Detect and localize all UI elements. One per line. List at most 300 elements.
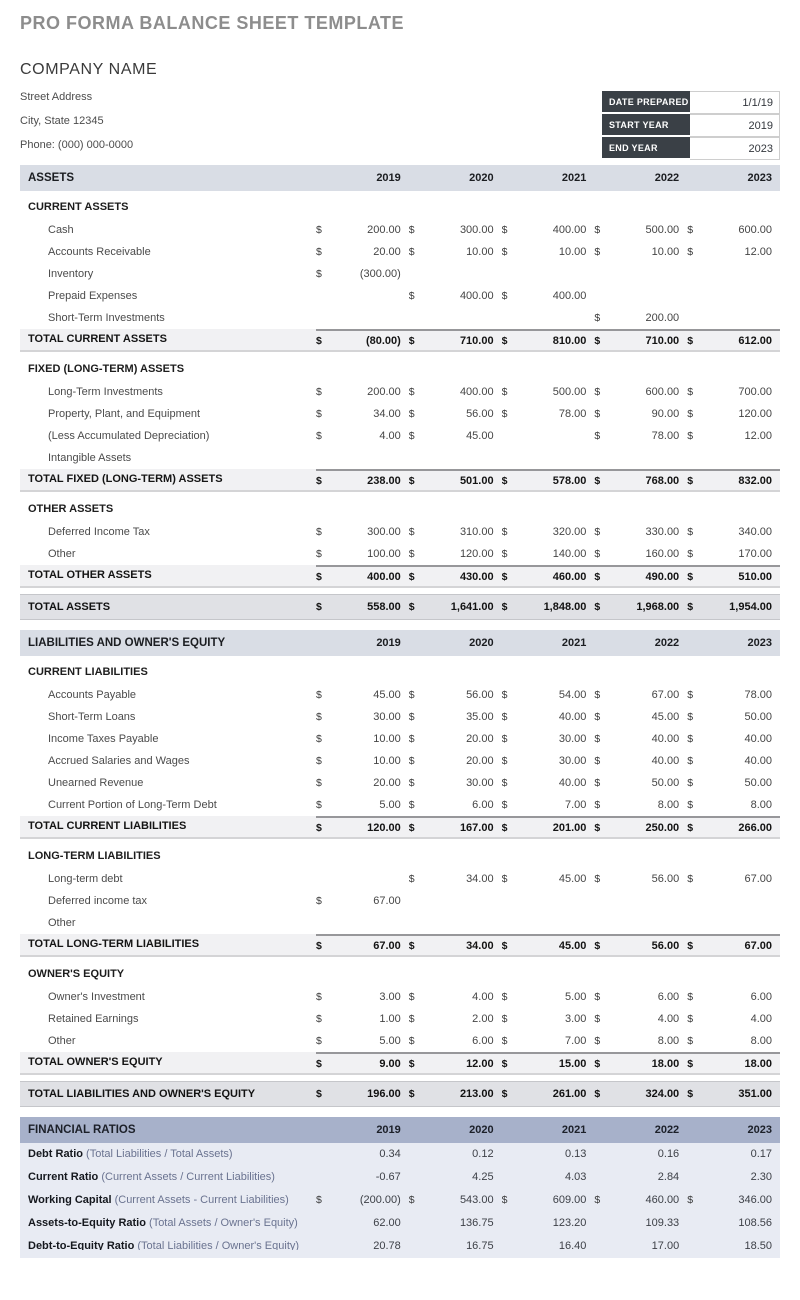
amount-cell: 700.00 [738, 386, 772, 398]
dollar-sign: $ [594, 526, 601, 538]
amount-cell: 34.00 [466, 873, 494, 885]
dollar-sign: $ [408, 548, 415, 560]
dollar-sign: $ [316, 469, 334, 490]
dollar-sign [594, 1117, 612, 1143]
dollar-sign: $ [501, 991, 508, 1003]
dollar-sign [316, 307, 334, 329]
dollar-sign: $ [687, 873, 694, 885]
amount-cell: 10.00 [558, 246, 587, 258]
amount-cell [334, 912, 409, 934]
dollar-sign [687, 165, 705, 191]
amount-cell: 62.00 [373, 1217, 401, 1229]
amount-cell: 45.00 [466, 430, 494, 442]
amount-cell: 430.00 [427, 565, 502, 586]
dollar-sign [502, 307, 520, 329]
dollar-sign: $ [408, 246, 415, 258]
dollar-sign [409, 890, 427, 912]
amount-cell: 300.00 [367, 526, 401, 538]
row-label: Accounts Payable [48, 689, 137, 701]
amount-cell: 261.00 [552, 1088, 587, 1100]
amount-cell: 201.00 [520, 816, 595, 837]
amount-cell: 7.00 [564, 799, 587, 811]
dollar-sign [594, 165, 612, 191]
dollar-sign: $ [501, 290, 508, 302]
row-label: Short-Term Loans [48, 711, 136, 723]
dollar-sign: $ [594, 224, 601, 236]
amount-cell: 67.00 [744, 873, 772, 885]
dollar-sign [502, 1117, 520, 1143]
amount-cell: 340.00 [738, 526, 772, 538]
amount-cell [705, 447, 780, 469]
amount-cell [427, 263, 502, 285]
table-row-item [20, 543, 780, 565]
company-street-address: Street Address [20, 91, 93, 103]
dollar-sign [502, 1166, 520, 1189]
dollar-sign [594, 447, 612, 469]
dollar-sign: $ [501, 1013, 508, 1025]
year-header: 2023 [747, 1124, 772, 1136]
amount-cell: 50.00 [651, 777, 680, 789]
table-row-sub [20, 963, 780, 986]
amount-cell: (80.00) [334, 329, 409, 350]
table-row-total [20, 565, 780, 588]
row-label: Short-Term Investments [48, 312, 165, 324]
dollar-sign: $ [316, 816, 334, 837]
amount-cell: 30.00 [558, 733, 587, 745]
dollar-sign [502, 912, 520, 934]
amount-cell: 20.00 [466, 755, 494, 767]
amount-cell: 30.00 [373, 711, 401, 723]
amount-cell: 12.00 [744, 246, 772, 258]
start-year-value: 2019 [690, 114, 780, 137]
dollar-sign: $ [594, 312, 601, 324]
amount-cell [520, 447, 595, 469]
dollar-sign [502, 1235, 520, 1250]
dollar-sign: $ [316, 408, 322, 420]
dollar-sign: $ [316, 246, 322, 258]
dollar-sign: $ [594, 711, 601, 723]
dollar-sign: $ [687, 1013, 694, 1025]
amount-cell: 56.00 [466, 408, 494, 420]
ratio-name: Assets-to-Equity Ratio [28, 1217, 146, 1229]
table-row-item [20, 263, 780, 285]
amount-cell: 510.00 [705, 565, 780, 586]
ratio-formula: (Total Liabilities / Owner's Equity) [134, 1240, 300, 1250]
amount-cell: 20.00 [373, 246, 401, 258]
dollar-sign: $ [594, 1194, 601, 1206]
dollar-sign: $ [687, 408, 694, 420]
amount-cell: 200.00 [367, 386, 401, 398]
info-row-end-year [602, 137, 780, 160]
amount-cell: 0.13 [564, 1148, 587, 1160]
amount-cell: 90.00 [651, 408, 680, 420]
row-label [20, 1235, 316, 1250]
row-label: CURRENT LIABILITIES [28, 666, 148, 678]
dollar-sign: $ [594, 1013, 601, 1025]
dollar-sign [687, 1235, 705, 1250]
ratio-formula: (Current Assets / Current Liabilities) [98, 1171, 275, 1183]
table-row-item [20, 890, 780, 912]
dollar-sign [594, 630, 612, 656]
amount-cell [427, 447, 502, 469]
dollar-sign [409, 1117, 427, 1143]
row-label: Cash [48, 224, 74, 236]
dollar-sign: $ [594, 601, 601, 613]
dollar-sign: $ [687, 755, 694, 767]
year-header: 2022 [654, 637, 680, 649]
dollar-sign: $ [687, 1052, 705, 1073]
amount-cell: (200.00) [359, 1194, 401, 1206]
dollar-sign [687, 285, 705, 307]
amount-cell [520, 425, 595, 447]
dollar-sign: $ [501, 755, 508, 767]
dollar-sign: $ [501, 548, 508, 560]
amount-cell: 400.00 [459, 386, 494, 398]
dollar-sign [502, 890, 520, 912]
table-row-item [20, 986, 780, 1008]
row-label: Deferred income tax [48, 895, 148, 907]
dollar-sign: $ [594, 1088, 601, 1100]
amount-cell: 109.33 [645, 1217, 680, 1229]
row-label: TOTAL LIABILITIES AND OWNER'S EQUITY [28, 1088, 256, 1100]
row-label: TOTAL LONG-TERM LIABILITIES [28, 938, 200, 950]
amount-cell: 140.00 [552, 548, 587, 560]
dollar-sign: $ [687, 1035, 694, 1047]
dollar-sign: $ [316, 329, 334, 350]
amount-cell: 1,641.00 [450, 601, 494, 613]
amount-cell: 8.00 [750, 1035, 772, 1047]
date-info-box [602, 91, 780, 160]
dollar-sign [409, 307, 427, 329]
table-row-item [20, 750, 780, 772]
table-row-head [20, 630, 780, 656]
amount-cell: 500.00 [645, 224, 680, 236]
dollar-sign: $ [316, 1013, 322, 1025]
dollar-sign: $ [316, 548, 322, 560]
year-header: 2023 [747, 172, 772, 184]
row-label: Accrued Salaries and Wages [48, 755, 190, 767]
amount-cell [705, 307, 780, 329]
dollar-sign: $ [594, 408, 601, 420]
info-row-start-year [602, 114, 780, 137]
dollar-sign [502, 425, 520, 447]
amount-cell: 250.00 [612, 816, 687, 837]
dollar-sign: $ [594, 565, 612, 586]
table-row-head [20, 165, 780, 191]
amount-cell: 40.00 [558, 711, 587, 723]
row-label: CURRENT ASSETS [28, 201, 129, 213]
balance-sheet-table [20, 165, 780, 1258]
amount-cell [334, 447, 409, 469]
amount-cell [520, 263, 595, 285]
dollar-sign [409, 1235, 427, 1250]
dollar-sign [409, 165, 427, 191]
dollar-sign: $ [687, 777, 694, 789]
dollar-sign [316, 1166, 334, 1189]
amount-cell [427, 890, 502, 912]
amount-cell [612, 263, 687, 285]
year-header: 2021 [561, 172, 587, 184]
pro-forma-balance-sheet-page [0, 13, 800, 1258]
amount-cell [705, 890, 780, 912]
amount-cell: 10.00 [651, 246, 680, 258]
info-row-date-prepared [602, 91, 780, 114]
row-label [20, 1212, 316, 1235]
dollar-sign: $ [501, 408, 508, 420]
dollar-sign [316, 630, 334, 656]
dollar-sign [316, 1212, 334, 1235]
dollar-sign: $ [501, 711, 508, 723]
dollar-sign: $ [316, 777, 322, 789]
end-year-label: END YEAR [602, 137, 690, 160]
dollar-sign [409, 263, 427, 285]
dollar-sign [687, 447, 705, 469]
amount-cell [334, 868, 409, 890]
amount-cell: 160.00 [645, 548, 680, 560]
amount-cell: 108.56 [738, 1217, 772, 1229]
amount-cell: 136.75 [459, 1217, 494, 1229]
amount-cell: 3.00 [564, 1013, 587, 1025]
year-header: 2023 [747, 637, 772, 649]
amount-cell: 9.00 [334, 1052, 409, 1073]
amount-cell: 213.00 [459, 1088, 494, 1100]
dollar-sign [502, 165, 520, 191]
table-row-item [20, 772, 780, 794]
dollar-sign: $ [408, 777, 415, 789]
dollar-sign: $ [594, 1035, 601, 1047]
row-label: ASSETS [28, 172, 75, 184]
year-header: 2021 [561, 637, 587, 649]
dollar-sign: $ [502, 469, 520, 490]
amount-cell: 460.00 [520, 565, 595, 586]
dollar-sign: $ [501, 733, 508, 745]
dollar-sign: $ [408, 290, 415, 302]
dollar-sign: $ [409, 934, 427, 955]
dollar-sign: $ [594, 386, 601, 398]
table-row-sub [20, 196, 780, 219]
dollar-sign: $ [502, 934, 520, 955]
dollar-sign: $ [594, 755, 601, 767]
dollar-sign: $ [687, 799, 694, 811]
amount-cell: 56.00 [612, 934, 687, 955]
dollar-sign: $ [316, 1035, 322, 1047]
dollar-sign: $ [408, 1013, 415, 1025]
table-row-total [20, 329, 780, 352]
row-label: TOTAL ASSETS [28, 601, 111, 613]
amount-cell: 200.00 [367, 224, 401, 236]
dollar-sign: $ [501, 386, 508, 398]
amount-cell: 54.00 [558, 689, 587, 701]
dollar-sign [594, 1166, 612, 1189]
amount-cell: 400.00 [334, 565, 409, 586]
row-label: Other [48, 548, 76, 560]
amount-cell: 8.00 [657, 799, 680, 811]
dollar-sign: $ [594, 934, 612, 955]
amount-cell: 4.25 [472, 1171, 494, 1183]
page-title: PRO FORMA BALANCE SHEET TEMPLATE [20, 13, 404, 33]
amount-cell: 120.00 [459, 548, 494, 560]
dollar-sign [687, 1212, 705, 1235]
table-row-item [20, 794, 780, 816]
dollar-sign: $ [316, 755, 322, 767]
amount-cell: 67.00 [373, 895, 401, 907]
amount-cell: 6.00 [472, 1035, 494, 1047]
row-label: LIABILITIES AND OWNER'S EQUITY [28, 637, 226, 649]
dollar-sign [502, 1212, 520, 1235]
dollar-sign: $ [687, 526, 694, 538]
amount-cell: 45.00 [651, 711, 680, 723]
table-row-item [20, 1030, 780, 1052]
row-label: Deferred Income Tax [48, 526, 150, 538]
date-prepared-label: DATE PREPARED [602, 91, 690, 114]
year-header: 2022 [654, 172, 680, 184]
ratio-formula: (Total Assets / Owner's Equity) [145, 1217, 298, 1229]
table-row-ratio [20, 1189, 780, 1212]
amount-cell: 45.00 [520, 934, 595, 955]
amount-cell: 6.00 [750, 991, 772, 1003]
dollar-sign [594, 285, 612, 307]
dollar-sign: $ [316, 601, 322, 613]
dollar-sign: $ [594, 1052, 612, 1073]
dollar-sign: $ [687, 329, 705, 350]
dollar-sign: $ [316, 689, 322, 701]
amount-cell: 351.00 [738, 1088, 772, 1100]
dollar-sign [687, 1166, 705, 1189]
table-row-ratio_head [20, 1117, 780, 1143]
date-prepared-value: 1/1/19 [690, 91, 780, 114]
row-label: Property, Plant, and Equipment [48, 408, 201, 420]
dollar-sign: $ [502, 565, 520, 586]
dollar-sign: $ [408, 799, 415, 811]
company-city-state: City, State 12345 [20, 115, 104, 127]
amount-cell: 1.00 [379, 1013, 401, 1025]
table-row-item [20, 403, 780, 425]
dollar-sign: $ [594, 816, 612, 837]
row-label: TOTAL OWNER'S EQUITY [28, 1056, 163, 1068]
dollar-sign: $ [687, 689, 694, 701]
dollar-sign: $ [501, 246, 508, 258]
amount-cell: 40.00 [744, 733, 772, 745]
amount-cell: 2.00 [472, 1013, 494, 1025]
dollar-sign: $ [594, 548, 601, 560]
row-label: Intangible Assets [48, 452, 132, 464]
dollar-sign [687, 263, 705, 285]
row-label [20, 1166, 316, 1189]
amount-cell: 0.16 [657, 1148, 680, 1160]
dollar-sign [687, 912, 705, 934]
amount-cell [612, 912, 687, 934]
table-row-total [20, 469, 780, 492]
dollar-sign: $ [409, 1052, 427, 1073]
amount-cell: 18.00 [612, 1052, 687, 1073]
amount-cell: 15.00 [520, 1052, 595, 1073]
dollar-sign [409, 1143, 427, 1166]
row-label: Unearned Revenue [48, 777, 144, 789]
dollar-sign [594, 263, 612, 285]
row-label: Owner's Investment [48, 991, 145, 1003]
row-label: TOTAL OTHER ASSETS [28, 569, 152, 581]
row-label: (Less Accumulated Depreciation) [48, 430, 210, 442]
amount-cell: 120.00 [334, 816, 409, 837]
dollar-sign: $ [687, 934, 705, 955]
amount-cell: 768.00 [612, 469, 687, 490]
dollar-sign: $ [409, 329, 427, 350]
amount-cell: 8.00 [657, 1035, 680, 1047]
amount-cell: 50.00 [744, 711, 772, 723]
dollar-sign: $ [502, 1052, 520, 1073]
dollar-sign: $ [316, 1088, 322, 1100]
amount-cell: 832.00 [705, 469, 780, 490]
amount-cell: 34.00 [427, 934, 502, 955]
dollar-sign: $ [594, 469, 612, 490]
end-year-value: 2023 [690, 137, 780, 160]
dollar-sign [316, 447, 334, 469]
dollar-sign: $ [316, 1194, 322, 1206]
amount-cell: 330.00 [645, 526, 680, 538]
dollar-sign: $ [687, 224, 694, 236]
amount-cell: (300.00) [359, 268, 401, 280]
table-row-ratio [20, 1235, 780, 1258]
ratio-name: Working Capital [28, 1194, 112, 1206]
row-label: Accounts Receivable [48, 246, 151, 258]
amount-cell: 1,954.00 [729, 601, 772, 613]
amount-cell: 400.00 [552, 290, 587, 302]
amount-cell: 78.00 [744, 689, 772, 701]
amount-cell [520, 307, 595, 329]
dollar-sign: $ [316, 733, 322, 745]
dollar-sign: $ [316, 565, 334, 586]
dollar-sign: $ [316, 934, 334, 955]
dollar-sign: $ [687, 246, 694, 258]
amount-cell: 0.17 [750, 1148, 772, 1160]
dollar-sign: $ [316, 224, 322, 236]
amount-cell: -0.67 [375, 1171, 401, 1183]
amount-cell: 5.00 [379, 799, 401, 811]
year-header: 2020 [469, 637, 494, 649]
amount-cell: 300.00 [459, 224, 494, 236]
row-label: OTHER ASSETS [28, 503, 114, 515]
amount-cell: 600.00 [645, 386, 680, 398]
row-label: LONG-TERM LIABILITIES [28, 850, 161, 862]
amount-cell: 120.00 [738, 408, 772, 420]
dollar-sign [502, 263, 520, 285]
dollar-sign: $ [409, 816, 427, 837]
dollar-sign: $ [687, 1194, 694, 1206]
amount-cell: 0.34 [379, 1148, 401, 1160]
amount-cell: 266.00 [705, 816, 780, 837]
dollar-sign: $ [316, 991, 322, 1003]
amount-cell: 1,848.00 [543, 601, 587, 613]
amount-cell: 2.84 [657, 1171, 680, 1183]
year-header: 2019 [376, 1124, 401, 1136]
amount-cell: 200.00 [645, 312, 680, 324]
dollar-sign: $ [501, 1088, 508, 1100]
dollar-sign: $ [408, 430, 415, 442]
dollar-sign [594, 1212, 612, 1235]
dollar-sign: $ [594, 799, 601, 811]
dollar-sign: $ [408, 1194, 415, 1206]
amount-cell: 578.00 [520, 469, 595, 490]
amount-cell: 501.00 [427, 469, 502, 490]
dollar-sign: $ [687, 565, 705, 586]
amount-cell: 35.00 [466, 711, 494, 723]
table-row-grand [20, 594, 780, 620]
table-row-item [20, 912, 780, 934]
year-header: 2022 [654, 1124, 680, 1136]
amount-cell: 67.00 [651, 689, 680, 701]
amount-cell: 10.00 [373, 733, 401, 745]
amount-cell: 12.00 [427, 1052, 502, 1073]
